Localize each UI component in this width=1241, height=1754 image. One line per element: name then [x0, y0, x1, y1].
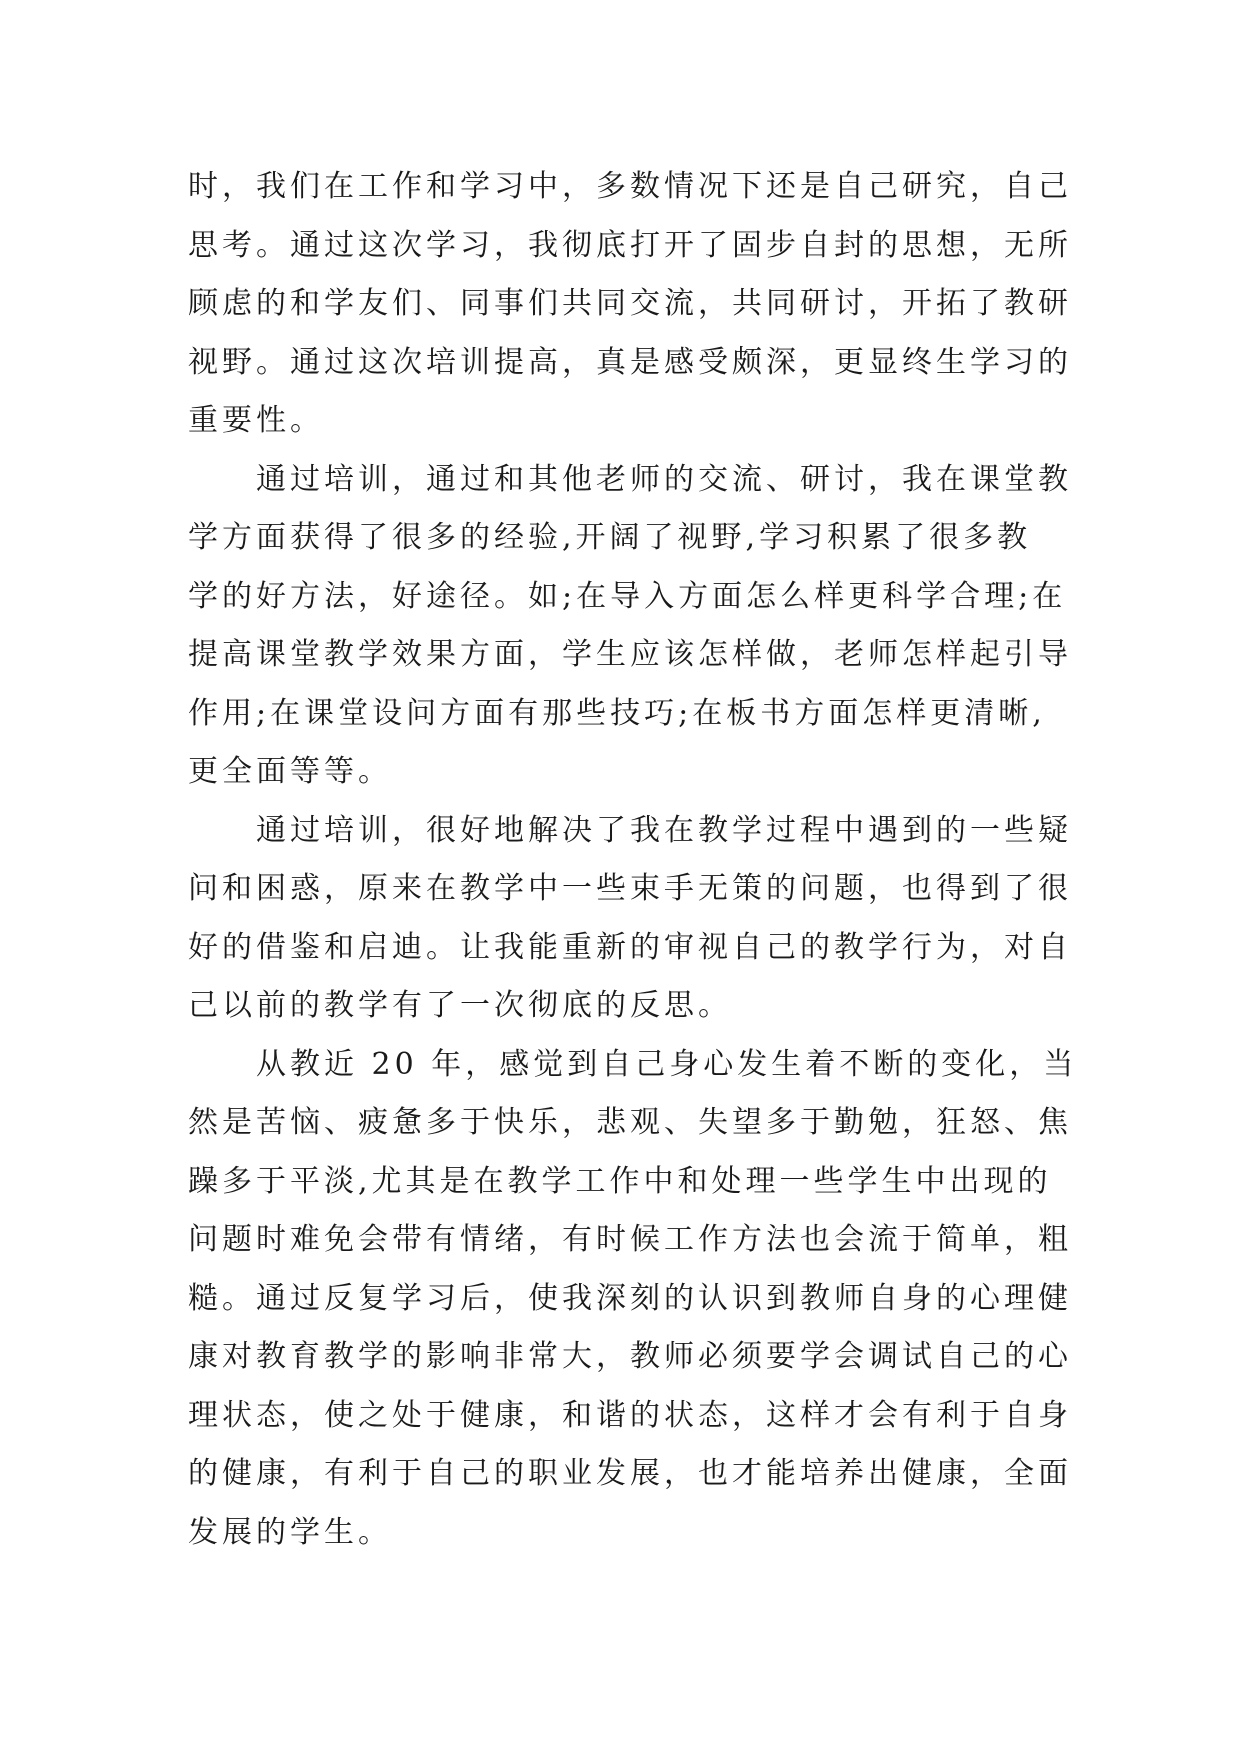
text-line: 重要性。 — [188, 403, 324, 438]
text-line: 躁多于平淡,尤其是在教学工作中和处理一些学生中出现的 — [188, 1163, 1052, 1199]
text-line: 时，我们在工作和学习中，多数情况下还是自己研究，自己 — [188, 169, 1072, 204]
text-line: 问和困惑，原来在教学中一些束手无策的问题，也得到了很 — [188, 871, 1072, 906]
text-line: 然是苦恼、疲惫多于快乐，悲观、失望多于勤勉，狂怒、焦 — [188, 1105, 1072, 1140]
text-line: 学方面获得了很多的经验,开阔了视野,学习积累了很多教 — [188, 520, 1032, 555]
text-line: 通过培训，通过和其他老师的交流、研讨，我在课堂教 — [188, 461, 1072, 497]
text-line: 通过培训，很好地解决了我在教学过程中遇到的一些疑 — [188, 812, 1072, 848]
text-line: 康对教育教学的影响非常大，教师必须要学会调试自己的心 — [188, 1339, 1072, 1374]
text-line: 更全面等等。 — [188, 754, 392, 789]
text-line: 的健康，有利于自己的职业发展，也才能培养出健康，全面 — [188, 1456, 1072, 1491]
text-line: 学的好方法，好途径。如;在导入方面怎么样更科学合理;在 — [188, 578, 1067, 614]
text-line: 作用;在课堂设问方面有那些技巧;在板书方面怎样更清晰, — [188, 695, 1046, 731]
text-line: 己以前的教学有了一次彻底的反思。 — [188, 988, 732, 1023]
text-line: 思考。通过这次学习，我彻底打开了固步自封的思想，无所 — [188, 227, 1072, 263]
text-line: 从教近 20 年，感觉到自己身心发生着不断的变化，当 — [188, 1046, 1078, 1082]
text-line: 发展的学生。 — [188, 1514, 392, 1550]
text-line: 视野。通过这次培训提高，真是感受颇深，更显终生学习的 — [188, 344, 1072, 380]
text-line: 理状态，使之处于健康，和谐的状态，这样才会有利于自身 — [188, 1397, 1072, 1433]
body-text — [188, 158, 1078, 1562]
text-line: 好的借鉴和启迪。让我能重新的审视自己的教学行为，对自 — [188, 929, 1072, 965]
text-line: 提高课堂教学效果方面，学生应该怎样做，老师怎样起引导 — [188, 637, 1072, 672]
text-line: 糙。通过反复学习后，使我深刻的认识到教师自身的心理健 — [188, 1280, 1072, 1316]
text-line: 顾虑的和学友们、同事们共同交流，共同研讨，开拓了教研 — [188, 286, 1072, 321]
text-line: 问题时难免会带有情绪，有时候工作方法也会流于简单，粗 — [188, 1222, 1072, 1257]
